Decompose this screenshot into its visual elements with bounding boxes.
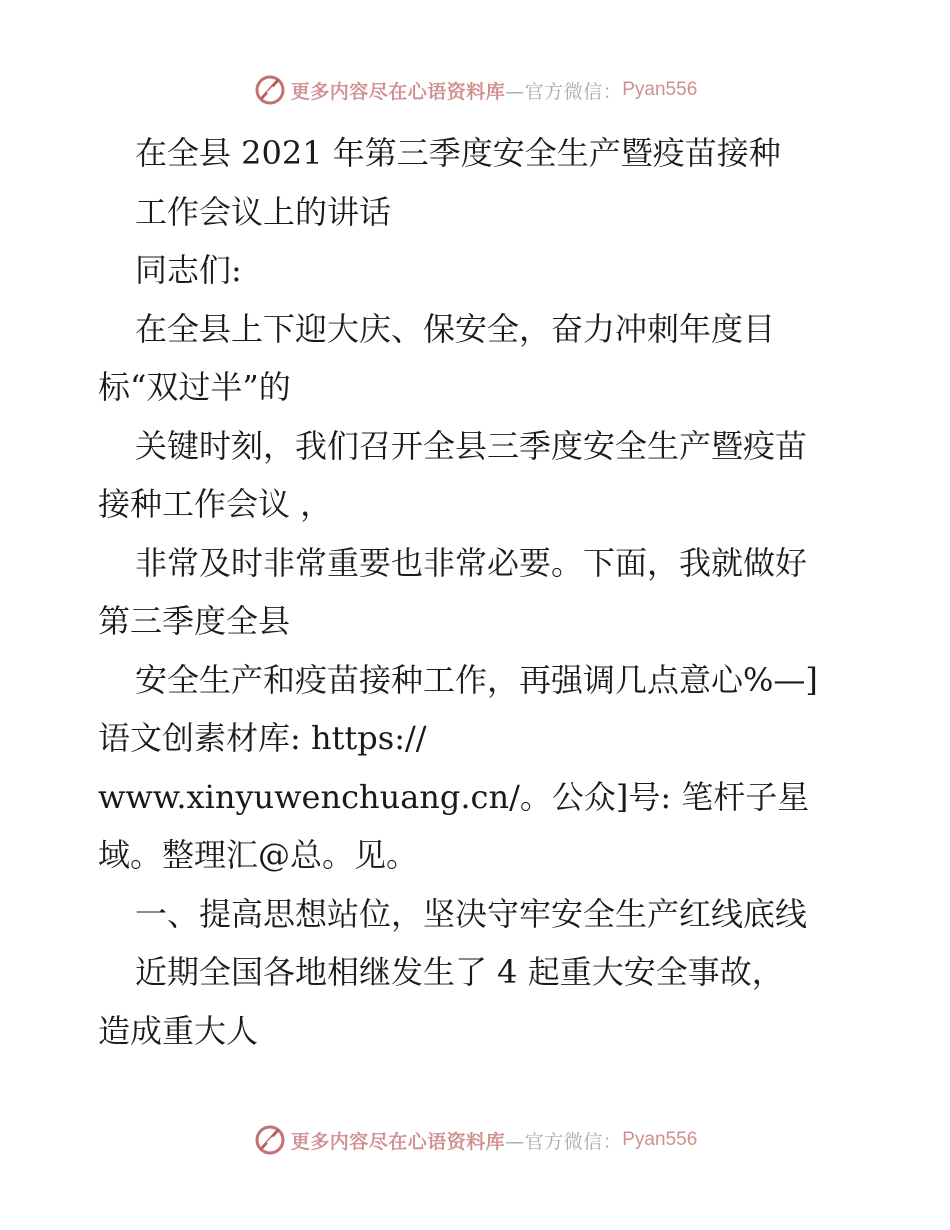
text-line: 安全生产和疫苗接种工作，再强调几点意心%—]: [135, 660, 818, 699]
text-line: 造成重大人: [98, 1011, 259, 1050]
text-line: 工作会议上的讲话: [135, 192, 392, 231]
watermark-sub-text: —官方微信：: [505, 80, 623, 103]
watermark-id-text: Pyan556: [622, 1129, 698, 1150]
text-line: 语文创素材库: https://: [98, 719, 427, 757]
watermark-id-text: Pyan556: [622, 79, 698, 100]
watermark-sub-text: —官方微信：: [505, 1130, 623, 1153]
quill-logo-icon: [253, 73, 287, 107]
text-line: 标“双过半”的: [98, 368, 291, 406]
text-line: 近期全国各地相继发生了 4 起重大安全事故，: [135, 953, 784, 991]
text-line: 域。整理汇@总。见。: [98, 836, 419, 874]
text-line: 接种工作会议 ，: [98, 485, 333, 523]
text-line: 在全县 2021 年第三季度安全生产暨疫苗接种: [135, 134, 781, 172]
text-line: 非常及时非常重要也非常必要。下面，我就做好: [135, 543, 808, 582]
watermark-main-text: 更多内容尽在心语资料库: [290, 80, 506, 103]
text-line: 关键时刻，我们召开全县三季度安全生产暨疫苗: [135, 426, 808, 465]
watermark-main-text: 更多内容尽在心语资料库: [290, 1130, 506, 1153]
document-body: [98, 124, 868, 1060]
text-line: 在全县上下迎大庆、保安全，奋力冲刺年度目: [135, 309, 776, 348]
text-line: www.xinyuwenchuang.cn/。公众]号: 笔杆子星: [98, 777, 810, 816]
text-line: 一、提高思想站位，坚决守牢安全生产红线底线: [135, 894, 808, 933]
quill-logo-icon: [253, 1123, 287, 1157]
text-line: 同志们:: [135, 251, 242, 289]
header-watermark: [0, 70, 950, 110]
footer-watermark: [0, 1120, 950, 1160]
text-line: 第三季度全县: [98, 602, 291, 640]
